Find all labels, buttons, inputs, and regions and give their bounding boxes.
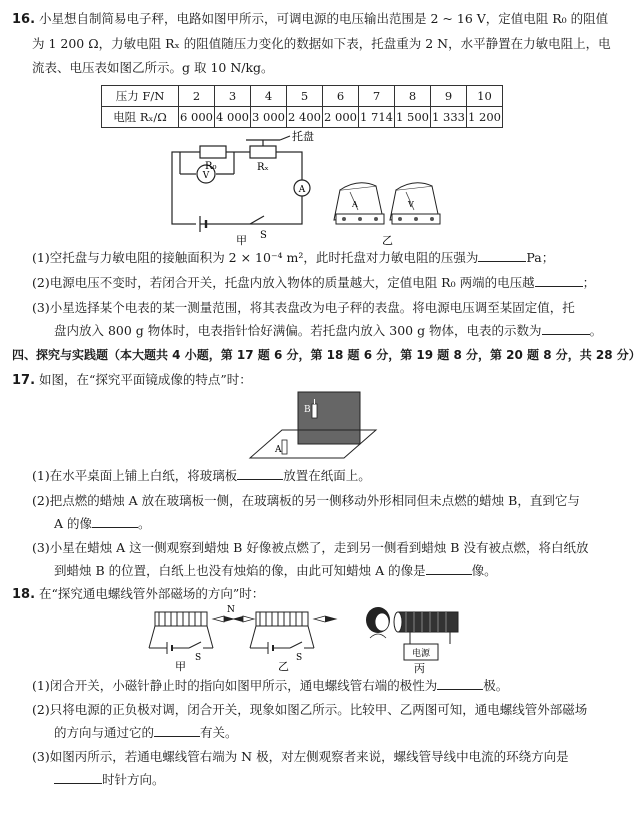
meter-v-label: V (408, 200, 414, 209)
answer-blank[interactable] (535, 273, 583, 287)
q17-sub3a: (3)小星在蜡烛 A 这一侧观察到蜡烛 B 好像被点燃了，走到另一侧看到蜡烛 B 没有被点燃，将白纸放 (32, 540, 589, 555)
table-row (102, 107, 503, 128)
q18-intro (12, 584, 264, 605)
q16-sub3b-text: 盘内放入 800 g 物体时，电表指针恰好满偏。若托盘内放入 300 g 物体，电表的示数为 (54, 323, 542, 338)
table-header: 电阻 Rₓ/Ω (102, 107, 179, 128)
q16-sub3b (54, 321, 602, 341)
q16-sub3b-end: 。 (589, 323, 603, 338)
answer-blank[interactable] (426, 561, 472, 575)
q18-sub2b (54, 723, 238, 743)
table-cell: 3 000 (251, 107, 287, 128)
meters-yi (330, 180, 445, 250)
solenoid-figure-jia (145, 604, 245, 674)
q17-sub2a: (2)把点燃的蜡烛 A 放在玻璃板一侧，在玻璃板的另一侧移动外形相同但未点燃的蜡烛 B，直到它与 (32, 493, 580, 508)
solenoid-figure-yi (232, 604, 342, 674)
q17-intro-text: 如图，在“探究平面镜成像的特点”时： (39, 372, 252, 387)
q16-sub2-text: (2)电源电压不变时，若闭合开关，托盘内放入物体的质量越大，定值电阻 R₀ 两端的电压越 (32, 275, 535, 290)
table-cell: 1 200 (467, 107, 503, 128)
question-number: 16. (12, 12, 36, 27)
solenoid-figure-bing (362, 600, 472, 676)
q18-sub3a: (3)如图丙所示，若通电螺线管右端为 N 极，对左侧观察者来说，螺线管导线中电流的环绕方向是 (32, 749, 569, 764)
table-row (102, 86, 503, 107)
table-cell: 1 714 (359, 107, 395, 128)
table-cell: 2 (179, 86, 215, 107)
candle-b-label: B (304, 405, 311, 415)
answer-blank[interactable] (92, 514, 138, 528)
q16-line3: 流表、电压表如图乙所示。g 取 10 N/kg。 (32, 60, 274, 75)
table-cell: 9 (431, 86, 467, 107)
caption-yi: 乙 (382, 234, 393, 247)
question-number: 18. (12, 587, 36, 602)
table-cell: 3 (215, 86, 251, 107)
q16-sub1-text: (1)空托盘与力敏电阻的接触面积为 2 × 10⁻⁴ m²，此时托盘对力敏电阻的压强为 (32, 250, 479, 265)
table-cell: 5 (287, 86, 323, 107)
tray-label: 托盘 (292, 130, 314, 143)
q18-intro-text: 在“探究通电螺线管外部磁场的方向”时： (39, 586, 265, 601)
circuit-diagram-jia (160, 132, 330, 247)
answer-blank[interactable] (478, 248, 526, 262)
candle-a-label: A (275, 445, 282, 455)
observer-head-icon (366, 607, 390, 638)
r0-label: R₀ (205, 161, 217, 172)
q16-line2: 为 1 200 Ω，力敏电阻 Rₓ 的阻值随压力变化的数据如下表，托盘重为 2 N，水平静置在力敏电阻上，电 (32, 36, 611, 51)
q17-sub1-end: 放置在纸面上。 (283, 468, 371, 483)
q18-sub1-text: (1)闭合开关，小磁针静止时的指向如图甲所示，通电螺线管右端的极性为 (32, 678, 438, 693)
q18-sub3b-end: 时针方向。 (102, 772, 165, 787)
answer-blank[interactable] (437, 676, 483, 690)
table-cell: 1 333 (431, 107, 467, 128)
q17-intro (12, 370, 252, 391)
q18-sub2b-end: 有关。 (200, 725, 238, 740)
q18-sub1-end: 极。 (483, 678, 509, 693)
q17-sub1 (32, 466, 371, 486)
voltmeter-label: V (202, 171, 210, 181)
switch-label: S (260, 230, 267, 241)
table-cell: 4 000 (215, 107, 251, 128)
table-cell: 7 (359, 86, 395, 107)
rx-label: Rₓ (257, 162, 269, 173)
q18-sub3b (54, 770, 165, 790)
meter-a-label: A (352, 200, 358, 209)
switch-label: S (195, 653, 202, 663)
table-header: 压力 F/N (102, 86, 179, 107)
q17-sub2b-end: 。 (138, 516, 151, 531)
table-cell: 4 (251, 86, 287, 107)
q17-sub3b-text: 到蜡烛 B 的位置，白纸上也没有烛焰的像，由此可知蜡烛 A 的像是 (54, 563, 426, 578)
ammeter-label: A (298, 185, 306, 195)
table-cell: 2 400 (287, 107, 323, 128)
table-cell: 6 (323, 86, 359, 107)
answer-blank[interactable] (54, 770, 102, 784)
caption-jia: 甲 (175, 660, 186, 673)
q16-sub1-end: Pa； (526, 250, 555, 265)
caption-jia: 甲 (236, 234, 247, 247)
answer-blank[interactable] (154, 723, 200, 737)
q18-sub1 (32, 676, 508, 696)
answer-blank[interactable] (542, 321, 590, 335)
q17-sub1-text: (1)在水平桌面上铺上白纸，将玻璃板 (32, 468, 238, 483)
table-cell: 6 000 (179, 107, 215, 128)
q16-text: 小星想自制简易电子秤，电路如图甲所示，可调电源的电压输出范围是 2 ~ 16 V，定值电阻 R₀ 的阻值 (39, 11, 609, 26)
resistance-table (101, 85, 503, 128)
q17-sub3b (54, 561, 497, 581)
q17-sub2b (54, 514, 151, 534)
caption-bing: 丙 (414, 662, 425, 675)
table-cell: 8 (395, 86, 431, 107)
mirror-experiment-figure (248, 390, 378, 466)
switch-label: S (296, 653, 303, 663)
q18-sub2b-text: 的方向与通过它的 (54, 725, 155, 740)
table-cell: 2 000 (323, 107, 359, 128)
q16-sub2-end: ； (582, 275, 596, 290)
q16-line1 (12, 9, 608, 30)
q17-sub2b-text: A 的像 (54, 516, 93, 531)
answer-blank[interactable] (237, 466, 283, 480)
question-number: 17. (12, 373, 36, 388)
q16-sub2 (32, 273, 595, 293)
compass-n-label: N (227, 605, 235, 615)
q17-sub3b-end: 像。 (471, 563, 497, 578)
q16-sub3a: (3)小星选择某个电表的某一测量范围，将其表盘改为电子秤的表盘。将电源电压调至某固定值，托 (32, 300, 575, 315)
power-supply-label: 电源 (411, 649, 431, 659)
q18-sub2a: (2)只将电源的正负极对调，闭合开关，现象如图乙所示。比较甲、乙两图可知，通电螺线管外部磁场 (32, 702, 588, 717)
table-cell: 10 (467, 86, 503, 107)
q16-sub1 (32, 248, 554, 268)
caption-yi: 乙 (278, 660, 289, 673)
table-cell: 1 500 (395, 107, 431, 128)
section-heading: 四、探究与实践题（本大题共 4 小题，第 17 题 6 分，第 18 题 6 分，第 19 题 8 分，第 20 题 8 分，共 28 分） (12, 348, 641, 362)
